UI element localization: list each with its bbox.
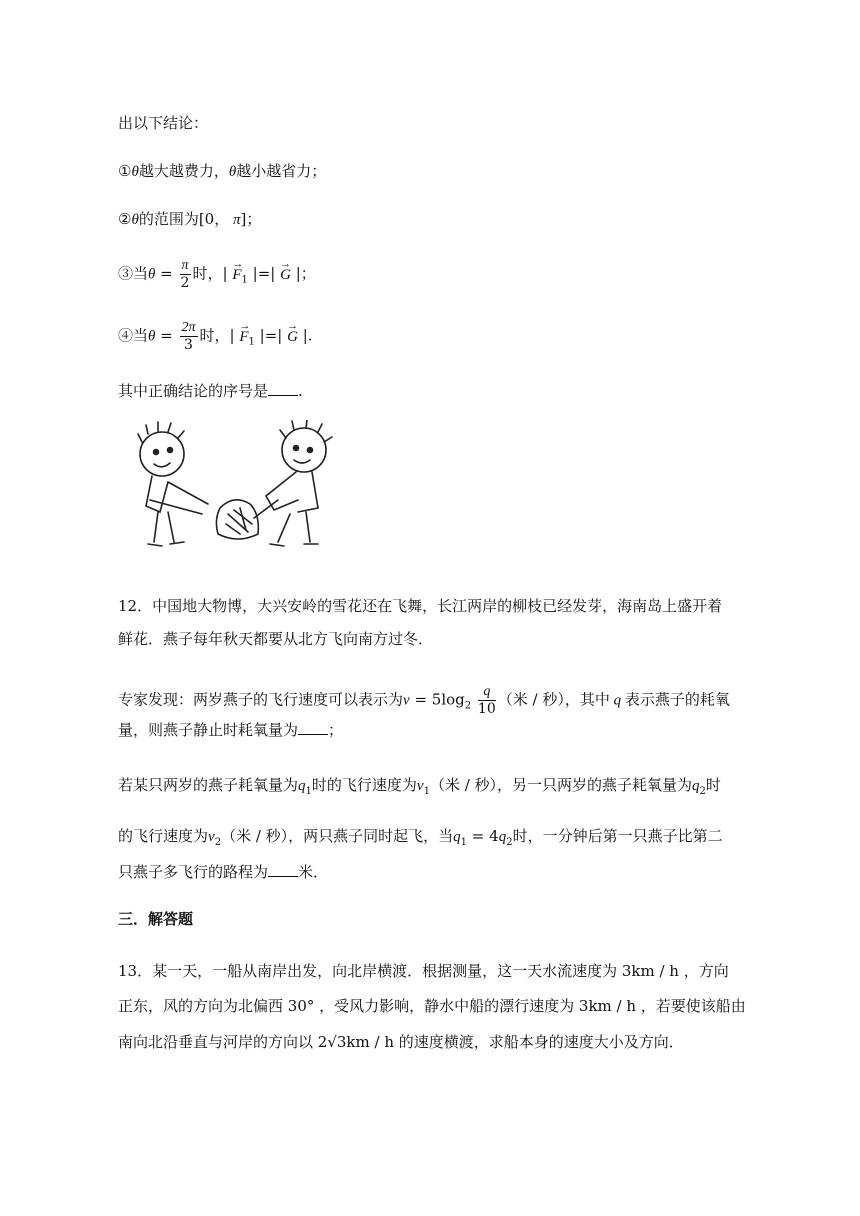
section-heading: 三．解答题 bbox=[118, 910, 194, 928]
conclusion-1-text-b: 越小越省力； bbox=[236, 162, 327, 180]
answer-blank bbox=[298, 720, 328, 735]
vector-f1: → F bbox=[239, 327, 248, 347]
q13-line-3: 南向北沿垂直与河岸的方向以 2√3km / h 的速度横渡，求船本身的速度大小及方向． bbox=[118, 1033, 684, 1051]
theta-symbol: θ bbox=[148, 266, 156, 283]
conclusion-2 bbox=[118, 209, 261, 230]
conclusion-3-text: 时， bbox=[192, 264, 223, 283]
var-q1: q bbox=[453, 829, 461, 845]
vector-g: → G bbox=[280, 265, 291, 285]
theta-symbol: θ bbox=[148, 328, 156, 345]
conclusion-1-label: ① bbox=[118, 162, 132, 180]
theta-symbol: θ bbox=[131, 164, 139, 180]
answer-blank bbox=[268, 862, 298, 877]
vector-g: → G bbox=[287, 327, 298, 347]
var-v: v bbox=[403, 692, 410, 709]
q13-line-2: 正东，风的方向为北偏西 30° ，受风力影响，静水中船的漂行速度为 3km / h ，若要使该船由 bbox=[118, 997, 746, 1015]
var-v2: v bbox=[208, 829, 215, 845]
q12-line-3: 专家发现：两岁燕子的飞行速度可以表示为$v = 5\log_2$ $\frac{q}{10}$ （米 / 秒），其中 q 表示燕子的耗氧 bbox=[118, 684, 730, 717]
q12-line-4: 量，则燕子静止时耗氧量为 ； bbox=[118, 721, 344, 739]
q12-line-6: 的飞行速度为$v_2$（米 / 秒），两只燕子同时起飞，当$q_1 = 4q_2$时，一分钟后第一只燕子比第二 bbox=[118, 827, 723, 848]
two-kids-carrying-bag-illustration bbox=[128, 420, 338, 560]
question-prompt: 其中正确结论的序号是 . bbox=[118, 382, 303, 400]
q12-line-1: 12．中国地大物博，大兴安岭的雪花还在飞舞，长江两岸的柳枝已经发芽，海南岛上盛开着 bbox=[118, 597, 723, 615]
conclusion-2-text-a: 的范围为[0， bbox=[138, 210, 230, 228]
conclusion-4: ④当θ = $\frac{2\pi}{3}$ 时，| → $F_1$ |=| → G |. bbox=[118, 320, 313, 353]
conclusion-3-label: ③当 bbox=[118, 264, 149, 283]
pi-symbol: π bbox=[229, 212, 241, 228]
q12-line-5: 若某只两岁的燕子耗氧量为$q_1$时的飞行速度为$v_1$（米 / 秒），另一只两岁的燕子耗氧量为$q_2$时 bbox=[118, 776, 721, 797]
theta-symbol: θ bbox=[131, 212, 139, 228]
conclusion-1 bbox=[118, 161, 326, 182]
var-q: q bbox=[609, 692, 625, 709]
answer-blank bbox=[268, 381, 298, 396]
var-q2: q bbox=[692, 778, 700, 794]
vector-f1: → F bbox=[232, 265, 241, 285]
q12-line-7: 只燕子多飞行的路程为 米． bbox=[118, 863, 329, 881]
var-v1: v bbox=[416, 778, 424, 794]
var-q2: q bbox=[498, 829, 507, 845]
conclusion-2-label: ② bbox=[118, 210, 132, 228]
conclusion-2-text-b: ]； bbox=[240, 210, 262, 228]
q12-line-2: 鲜花．燕子每年秋天都要从北方飞向南方过冬． bbox=[118, 630, 434, 648]
conclusion-4-text: 时， bbox=[199, 326, 230, 345]
conclusion-1-text-a: 越大越费力， bbox=[138, 162, 229, 180]
var-q1: q bbox=[298, 778, 306, 794]
q13-line-1: 13．某一天，一船从南岸出发，向北岸横渡．根据测量，这一天水流速度为 3km / h ，方向 bbox=[118, 962, 729, 980]
conclusion-3: ③当θ = $\frac{\pi}{2}$ 时，| → $F_1$ |=| → G |； bbox=[118, 258, 316, 291]
text-line-intro: 出以下结论： bbox=[118, 114, 209, 132]
fraction-pi-over-2: $\frac{\pi}{2}$ bbox=[180, 258, 190, 291]
fraction-q-over-10: $\frac{q}{10}$ bbox=[477, 684, 496, 717]
fraction-2pi-over-3: $\frac{2\pi}{3}$ bbox=[181, 320, 196, 353]
conclusion-4-label: ④当 bbox=[118, 326, 149, 345]
theta-symbol: θ bbox=[228, 164, 237, 180]
